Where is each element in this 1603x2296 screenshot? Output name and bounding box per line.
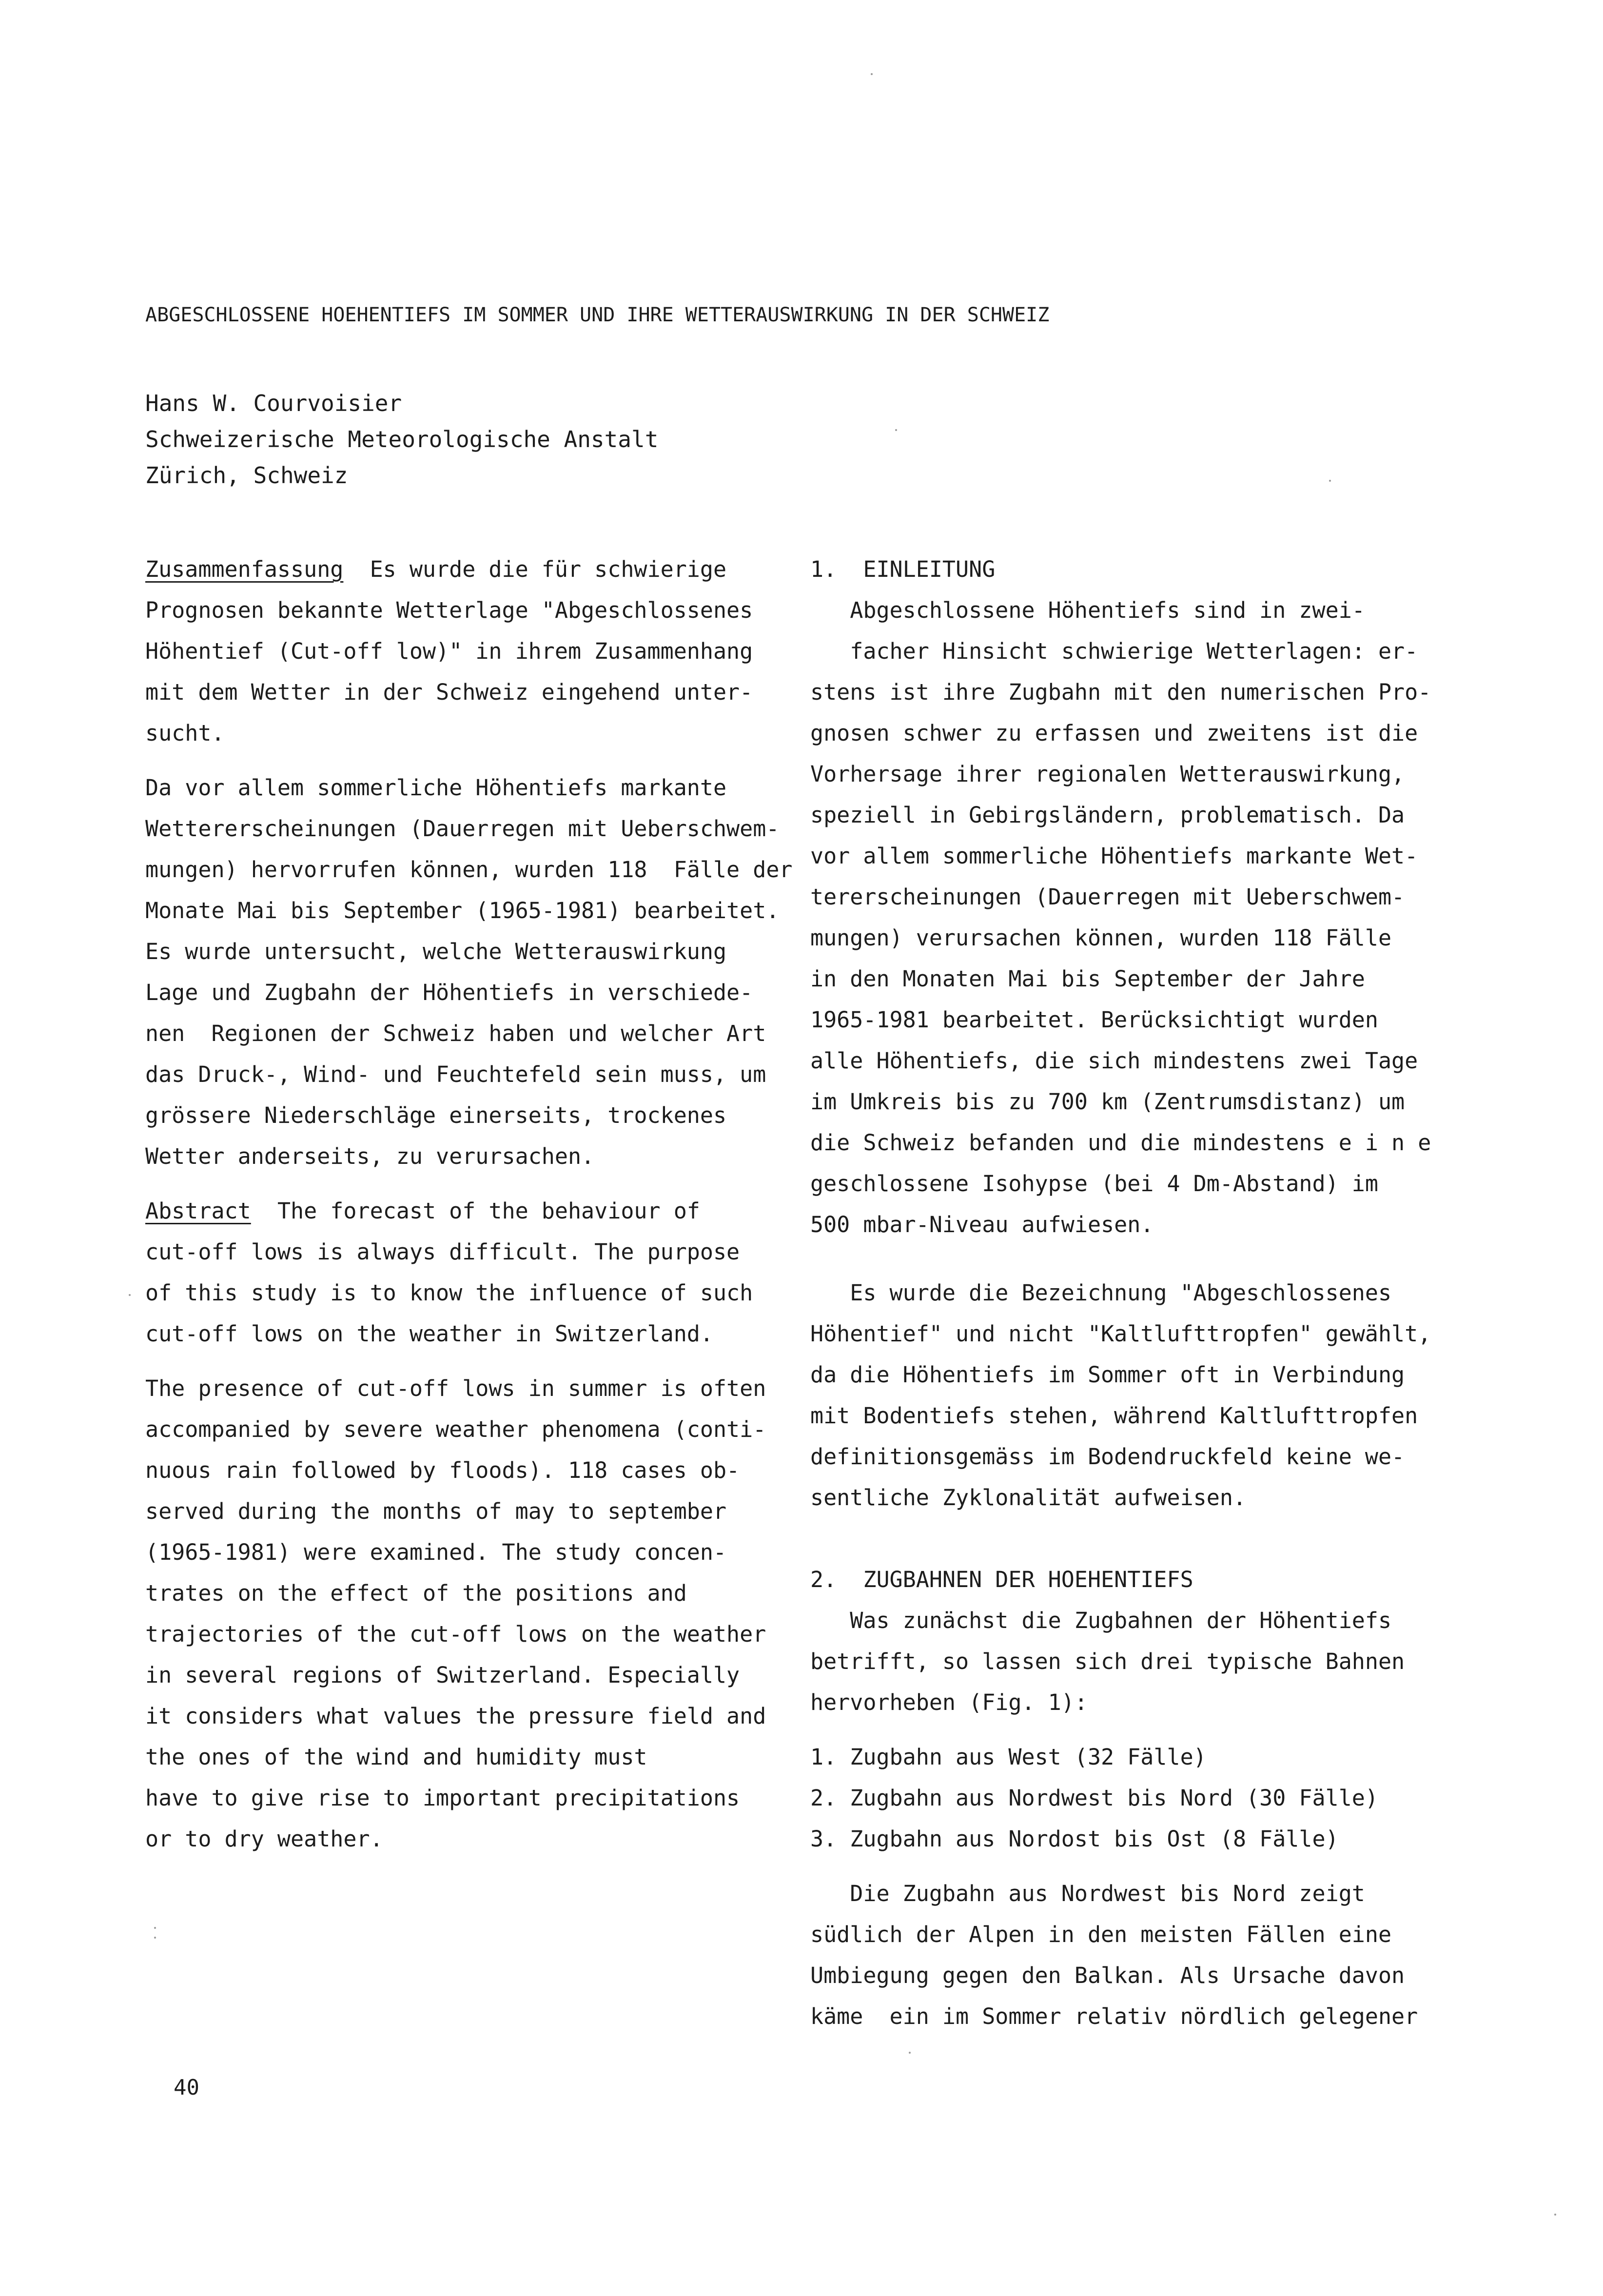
text-line: im Umkreis bis zu 700 km (Zentrumsdistanz) um	[810, 1089, 1405, 1115]
text-line: nuous rain followed by floods). 118 cases ob-	[145, 1457, 740, 1483]
text-line: die Schweiz befanden und die mindestens e i n e	[810, 1130, 1431, 1156]
text-line: or to dry weather.	[145, 1826, 383, 1852]
author-block	[145, 385, 877, 493]
text-line: geschlossene Isohypse (bei 4 Dm-Abstand) im	[810, 1171, 1378, 1197]
text-line: in den Monaten Mai bis September der Jahre	[810, 966, 1365, 992]
right-column	[810, 549, 1439, 2037]
text-line: da die Höhentiefs im Sommer oft in Verbindung	[810, 1362, 1405, 1388]
text-line: served during the months of may to september	[145, 1498, 727, 1524]
text-line: Vorhersage ihrer regionalen Wetterauswirkung,	[810, 761, 1405, 787]
text-line: grössere Niederschläge einerseits, trockenes	[145, 1102, 727, 1128]
text-line: mit Bodentiefs stehen, während Kaltlufttropfen	[810, 1403, 1418, 1429]
text-line: cut-off lows is always difficult. The purpose	[145, 1239, 740, 1265]
section-heading-2	[810, 1559, 1439, 1600]
text-line: hervorheben (Fig. 1):	[810, 1689, 1088, 1715]
author-name: Hans W. Courvoisier	[145, 390, 402, 416]
zusammenfassung-label: Zusammenfassung	[145, 556, 344, 582]
text-line: Höhentief (Cut-off low)" in ihrem Zusammenhang	[145, 638, 753, 664]
scan-speck	[871, 73, 873, 75]
text-line: of this study is to know the influence of such	[145, 1280, 753, 1306]
text-line: vor allem sommerliche Höhentiefs markante Wet-	[810, 843, 1418, 869]
section-number: 1.	[810, 556, 837, 582]
text-line: südlich der Alpen in den meisten Fällen eine	[810, 1922, 1392, 1947]
scan-speck	[1329, 480, 1331, 482]
list-item: 2. Zugbahn aus Nordwest bis Nord (30 Fälle)	[810, 1785, 1378, 1811]
text-line: stens ist ihre Zugbahn mit den numerischen Pro-	[810, 679, 1431, 705]
text-line: Da vor allem sommerliche Höhentiefs markante	[145, 775, 727, 801]
paper-title: ABGESCHLOSSENE HOEHENTIEFS IM SOMMER UND IHRE WETTERAUSWIRKUNG IN DER SCHWEIZ	[145, 304, 1050, 326]
text-line: have to give rise to important precipitations	[145, 1785, 740, 1811]
text-line: Umbiegung gegen den Balkan. Als Ursache davon	[810, 1962, 1405, 1988]
scan-speck	[129, 1294, 131, 1296]
text-line: sucht.	[145, 720, 225, 746]
text-line: speziell in Gebirgsländern, problematisch. Da	[810, 802, 1405, 828]
text-line: (1965-1981) were examined. The study concen-	[145, 1539, 727, 1565]
text-line: Höhentief" und nicht "Kaltlufttropfen" gewählt,	[810, 1321, 1431, 1347]
list-item: 3. Zugbahn aus Nordost bis Ost (8 Fälle)	[810, 1826, 1339, 1852]
text-line: the ones of the wind and humidity must	[145, 1744, 647, 1770]
text-line: 500 mbar-Niveau aufwiesen.	[810, 1212, 1154, 1237]
text-line: Wetter anderseits, zu verursachen.	[145, 1143, 595, 1169]
text-line: in several regions of Switzerland. Especially	[145, 1662, 740, 1688]
text-line: käme ein im Sommer relativ nördlich gelegener	[810, 2003, 1418, 2029]
text-line: mungen) hervorrufen können, wurden 118 Fälle der	[145, 857, 793, 883]
text-line: Wettererscheinungen (Dauerregen mit Ueberschwem-	[145, 816, 780, 842]
text-line: Es wurde untersucht, welche Wetterauswirkung	[145, 939, 727, 964]
text-line: it considers what values the pressure field and	[145, 1703, 766, 1729]
text-line: Was zunächst die Zugbahnen der Höhentiefs	[810, 1608, 1392, 1633]
zusammenfassung-line: Zusammenfassung Es wurde die für schwierige	[145, 556, 727, 582]
list-item: 1. Zugbahn aus West (32 Fälle)	[810, 1744, 1207, 1770]
author-institution: Schweizerische Meteorologische Anstalt	[145, 426, 659, 452]
text-line: trajectories of the cut-off lows on the weather	[145, 1621, 766, 1647]
text-line: das Druck-, Wind- und Feuchtefeld sein muss, um	[145, 1061, 766, 1087]
text-line: Lage und Zugbahn der Höhentiefs in verschiede-	[145, 980, 753, 1005]
text-line: definitionsgemäss im Bodendruckfeld keine we-	[810, 1444, 1405, 1470]
section-heading-1	[810, 549, 1439, 590]
scan-speck	[154, 1937, 156, 1939]
text-line: cut-off lows on the weather in Switzerland.	[145, 1321, 713, 1347]
text-line: tererscheinungen (Dauerregen mit Ueberschwem-	[810, 884, 1405, 910]
text-line: Monate Mai bis September (1965-1981) bearbeitet.	[145, 898, 780, 923]
text-line: facher Hinsicht schwierige Wetterlagen: er-	[810, 638, 1418, 664]
text-line: Prognosen bekannte Wetterlage "Abgeschlossenes	[145, 597, 753, 623]
abstract-line: Abstract The forecast of the behaviour of	[145, 1198, 700, 1224]
scan-speck	[895, 429, 897, 431]
text-line: mungen) verursachen können, wurden 118 Fälle	[810, 925, 1392, 951]
text-line: nen Regionen der Schweiz haben und welcher Art	[145, 1020, 766, 1046]
section-number: 2.	[810, 1567, 837, 1592]
text-line: 1965-1981 bearbeitet. Berücksichtigt wurden	[810, 1007, 1378, 1033]
abstract-label: Abstract	[145, 1198, 251, 1224]
text-line: alle Höhentiefs, die sich mindestens zwei Tage	[810, 1048, 1418, 1074]
text-line: betrifft, so lassen sich drei typische Bahnen	[810, 1648, 1405, 1674]
author-location: Zürich, Schweiz	[145, 462, 348, 489]
scan-speck	[909, 2052, 911, 2054]
text-line: gnosen schwer zu erfassen und zweitens ist die	[810, 720, 1418, 746]
section-title: ZUGBAHNEN DER HOEHENTIEFS	[863, 1567, 1193, 1592]
text-line: trates on the effect of the positions and	[145, 1580, 687, 1606]
scan-speck	[154, 1927, 156, 1929]
left-column	[145, 549, 793, 1860]
text-line: accompanied by severe weather phenomena (conti-	[145, 1416, 766, 1442]
text-line: Die Zugbahn aus Nordwest bis Nord zeigt	[810, 1881, 1365, 1906]
text-line: Abgeschlossene Höhentiefs sind in zwei-	[810, 597, 1365, 623]
text-line: The presence of cut-off lows in summer is often	[145, 1375, 766, 1401]
section-title: EINLEITUNG	[863, 556, 996, 582]
text-line: mit dem Wetter in der Schweiz eingehend unter-	[145, 679, 753, 705]
page-number: 40	[174, 2075, 199, 2100]
scan-speck	[1554, 2214, 1556, 2216]
text-line: sentliche Zyklonalität aufweisen.	[810, 1485, 1247, 1511]
text-line: Es wurde die Bezeichnung "Abgeschlossenes	[810, 1280, 1392, 1306]
